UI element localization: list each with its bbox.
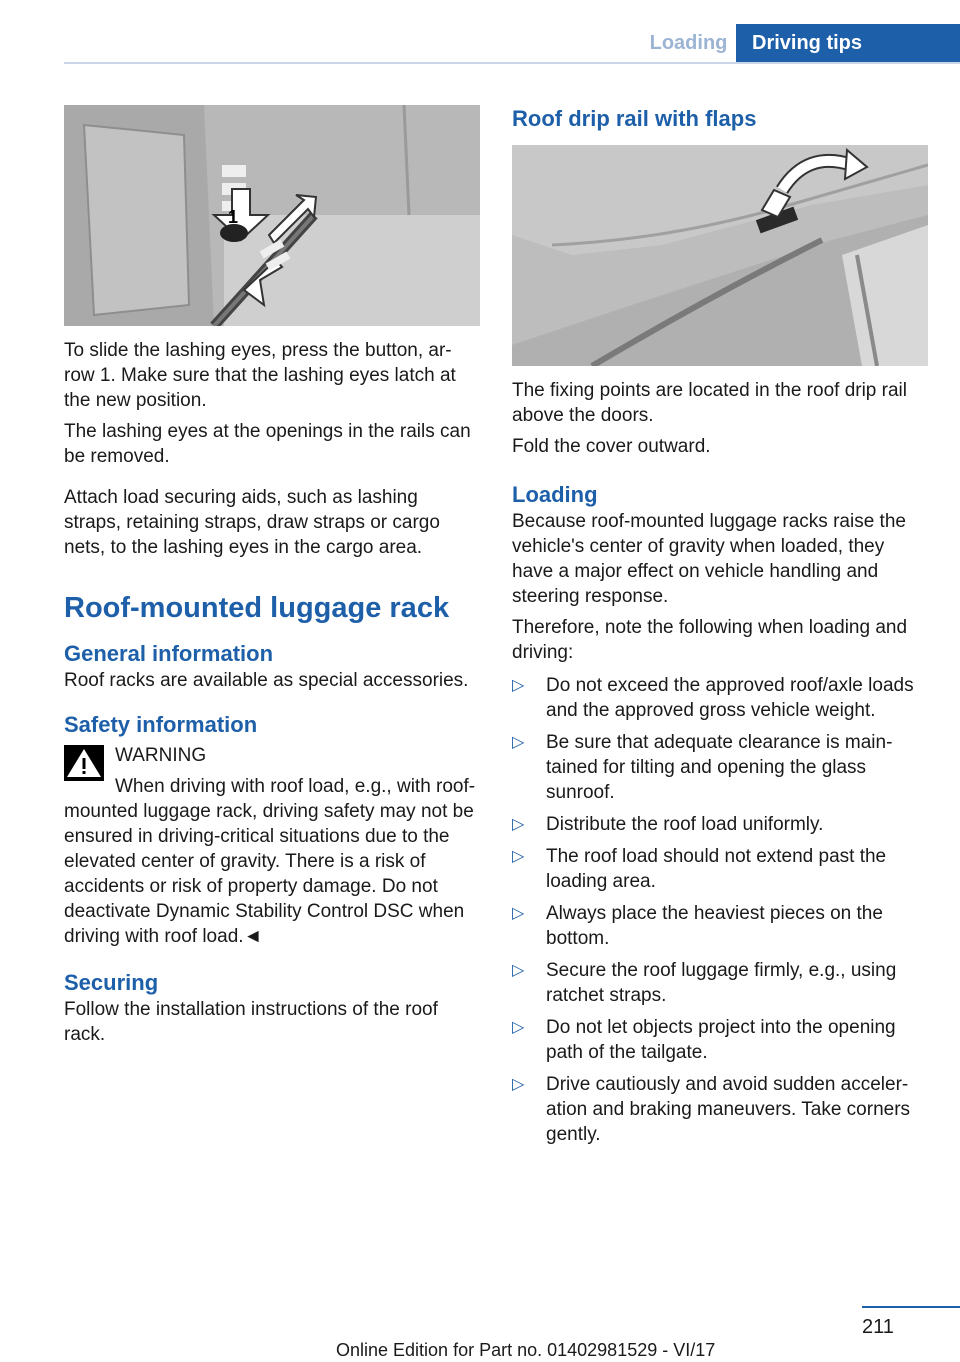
lashing-removed-text: The lashing eyes at the openings in the rails can be removed. — [64, 421, 471, 467]
figure-callout-1: 1 — [228, 207, 239, 227]
general-information-heading: General information — [64, 641, 274, 666]
footer-rule — [862, 1306, 960, 1308]
warning-block — [64, 743, 480, 949]
list-item: ▷ Always place the heaviest pieces on the bottom. — [512, 903, 883, 949]
list-item: ▷ Do not let objects project into the opening path of the tailgate. — [512, 1017, 896, 1063]
bullet-triangle-icon: ▷ — [512, 905, 525, 922]
lashing-eyes-illustration — [64, 105, 480, 326]
footer-edition: Online Edition for Part no. 01402981529 - VI/17 — [336, 1340, 716, 1360]
securing-text: Follow the installation instructions of the roof rack. — [64, 999, 438, 1045]
loading-text: Because roof-mounted luggage racks raise the vehicle's center of gravity when loaded, they have a major effect on vehicle handling and steering response. — [512, 511, 906, 607]
list-item: ▷ Secure the roof luggage firmly, e.g., using ratchet straps. — [512, 960, 897, 1006]
warning-triangle-icon — [64, 745, 104, 781]
list-item: ▷ Distribute the roof load uniformly. — [512, 814, 824, 835]
list-item: ▷ Do not exceed the approved roof/axle loads and the approved gross vehicle weight. — [512, 675, 914, 721]
lashing-eyes-figure — [64, 105, 480, 326]
bullet-triangle-icon: ▷ — [512, 677, 525, 694]
bullet-triangle-icon: ▷ — [512, 816, 525, 833]
bullet-triangle-icon: ▷ — [512, 848, 525, 865]
fold-cover-text: Fold the cover outward. — [512, 436, 711, 457]
roof-rail-figure — [512, 145, 928, 366]
loading-bullet-list — [512, 673, 928, 1147]
section-title-roof-rack: Roof-mounted luggage rack — [64, 592, 450, 624]
roof-rail-illustration — [512, 145, 928, 366]
header-tabs — [641, 24, 960, 62]
bullet-triangle-icon: ▷ — [512, 734, 525, 751]
left-column — [64, 105, 480, 1047]
page-number: 211 — [862, 1316, 894, 1338]
list-item: ▷ Drive cautiously and avoid sudden acceler-ation and braking maneuvers. Take corners gently. — [512, 1074, 911, 1145]
loading-heading: Loading — [512, 482, 598, 507]
warning-label: WARNING — [115, 745, 207, 766]
general-information-text: Roof racks are available as special accessories. — [64, 670, 469, 691]
right-column — [512, 105, 928, 1154]
bullet-triangle-icon: ▷ — [512, 1076, 525, 1093]
bullet-triangle-icon: ▷ — [512, 1019, 525, 1036]
lashing-attach-text: Attach load securing aids, such as lashing straps, retaining straps, draw straps or cargo nets, to the lashing eyes in the cargo area. — [64, 487, 440, 558]
securing-heading: Securing — [64, 970, 159, 995]
safety-information-heading: Safety information — [64, 712, 258, 737]
note-text: Therefore, note the following when loading and driving: — [512, 617, 908, 663]
tab-loading[interactable]: Loading — [649, 32, 728, 54]
list-item: ▷ The roof load should not extend past the loading area. — [512, 846, 887, 892]
roof-drip-rail-heading: Roof drip rail with flaps — [512, 106, 757, 131]
header-rule — [64, 62, 960, 64]
tab-driving-tips[interactable]: Driving tips — [736, 24, 960, 62]
lashing-caption: To slide the lashing eyes, press the button, ar-row 1. Make sure that the lashing eyes latch at the new position. — [64, 340, 456, 411]
fixing-points-text: The fixing points are located in the roof drip rail above the doors. — [512, 380, 907, 426]
bullet-triangle-icon: ▷ — [512, 962, 525, 979]
list-item: ▷ Be sure that adequate clearance is main-tained for tilting and opening the glass sunroof. — [512, 732, 893, 803]
warning-text: When driving with roof load, e.g., with roof-mounted luggage rack, driving safety may not be ensured in driving-critical situations due to the elevated center of gravity. There is a risk of accidents or risk of property damage. Do not deactivate Dynamic Stability Control DSC when driving with roof load.◄ — [64, 776, 476, 947]
